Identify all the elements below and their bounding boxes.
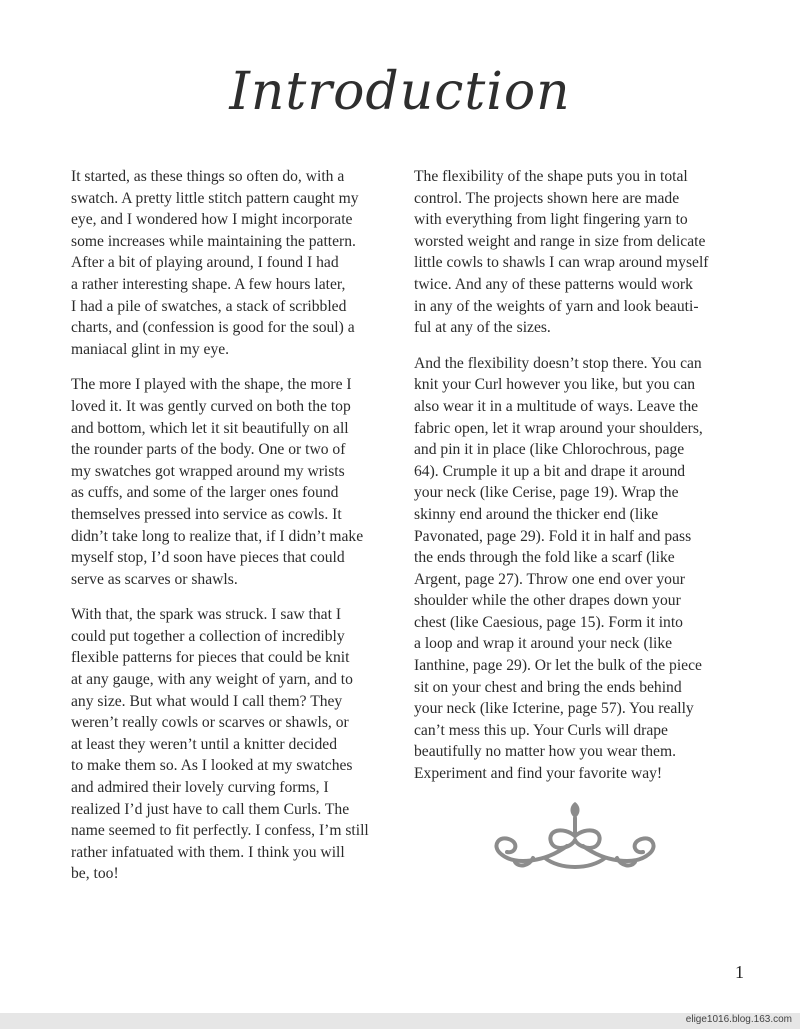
text-line: control. The projects shown here are made xyxy=(414,189,680,207)
text-line: and admired their lovely curving forms, I xyxy=(71,779,329,797)
text-line: and pin it in place (like Chlorochrous, page xyxy=(414,441,685,459)
text-line: eye, and I wondered how I might incorporate xyxy=(71,211,353,229)
text-line: realized I’d just have to call them Curls. The xyxy=(71,800,350,818)
text-line: skinny end around the thicker end (like xyxy=(414,505,659,523)
text-line: Ianthine, page 29). Or let the bulk of the piece xyxy=(414,657,702,675)
text-line: Experiment and find your favorite way! xyxy=(414,765,663,783)
footer-bar xyxy=(0,1013,800,1029)
text-line: my swatches got wrapped around my wrists xyxy=(71,462,345,480)
text-line: myself stop, I’d soon have pieces that could xyxy=(71,549,345,567)
text-line: maniacal glint in my eye. xyxy=(71,340,230,358)
text-line: swatch. A pretty little stitch pattern caught my xyxy=(71,189,359,207)
text-line: and bottom, which let it sit beautifully on all xyxy=(71,419,349,437)
text-line: be, too! xyxy=(71,865,119,883)
text-line: in any of the weights of yarn and look beauti- xyxy=(414,297,699,315)
left-column-paragraph xyxy=(71,374,401,590)
text-line: The flexibility of the shape puts you in total xyxy=(414,168,688,185)
left-column xyxy=(71,166,401,899)
text-line: can’t mess this up. Your Curls will drape xyxy=(414,721,668,739)
text-line: didn’t take long to realize that, if I didn’t make xyxy=(71,527,364,545)
text-line: beautifully no matter how you wear them. xyxy=(414,743,676,761)
text-line: rather infatuated with them. I think you will xyxy=(71,843,345,861)
flourish-ornament-icon xyxy=(485,796,665,876)
text-line: your neck (like Icterine, page 57). You really xyxy=(414,700,694,718)
text-line: 64). Crumple it up a bit and drape it around xyxy=(414,462,686,480)
text-line: a rather interesting shape. A few hours later, xyxy=(71,275,346,293)
text-line: fabric open, let it wrap around your shoulders, xyxy=(414,419,703,437)
watermark-text: elige1016.blog.163.com xyxy=(685,1014,792,1025)
text-line: flexible patterns for pieces that could be knit xyxy=(71,649,350,667)
page-number: 1 xyxy=(735,962,744,982)
text-line: at any gauge, with any weight of yarn, and to xyxy=(71,671,353,689)
text-line: With that, the spark was struck. I saw that I xyxy=(71,606,342,624)
text-line: also wear it in a multitude of ways. Leave the xyxy=(414,397,699,415)
text-line: the ends through the fold like a scarf (like xyxy=(414,549,675,567)
left-column-paragraph xyxy=(71,166,401,360)
text-line: shoulder while the other drapes down your xyxy=(414,592,681,610)
text-line: worsted weight and range in size from delicate xyxy=(414,232,706,250)
text-line: with everything from light fingering yarn to xyxy=(414,211,688,229)
text-line: as cuffs, and some of the larger ones found xyxy=(71,484,339,502)
text-line: a loop and wrap it around your neck (like xyxy=(414,635,673,653)
text-line: name seemed to fit perfectly. I confess, I’m still xyxy=(71,822,369,840)
text-line: to make them so. As I looked at my swatches xyxy=(71,757,353,775)
right-column xyxy=(414,166,744,799)
text-line: knit your Curl however you like, but you can xyxy=(414,376,696,394)
text-line: weren’t really cowls or scarves or shawls, or xyxy=(71,714,349,732)
left-column-paragraph xyxy=(71,604,401,885)
text-line: little cowls to shawls I can wrap around myself xyxy=(414,254,709,272)
text-line: Pavonated, page 29). Fold it in half and pass xyxy=(414,527,692,545)
text-line: sit on your chest and bring the ends behind xyxy=(414,678,682,696)
text-line: It started, as these things so often do, with a xyxy=(71,168,345,185)
text-line: Argent, page 27). Throw one end over your xyxy=(414,570,685,588)
text-line: could put together a collection of incredibly xyxy=(71,627,345,645)
text-line: And the flexibility doesn’t stop there. You can xyxy=(414,354,702,372)
text-line: your neck (like Cerise, page 19). Wrap the xyxy=(414,484,679,502)
text-line: I had a pile of swatches, a stack of scribbled xyxy=(71,297,347,315)
text-line: loved it. It was gently curved on both the top xyxy=(71,397,351,415)
text-line: serve as scarves or shawls. xyxy=(71,570,238,588)
right-column-paragraph xyxy=(414,166,744,339)
text-line: the rounder parts of the body. One or two of xyxy=(71,441,346,459)
text-line: charts, and (confession is good for the soul) a xyxy=(71,319,355,337)
text-line: some increases while maintaining the pattern. xyxy=(71,232,356,250)
text-line: any size. But what would I call them? They xyxy=(71,692,343,710)
right-column-paragraph xyxy=(414,353,744,785)
text-line: The more I played with the shape, the more I xyxy=(71,376,352,394)
text-line: twice. And any of these patterns would work xyxy=(414,275,693,293)
text-line: After a bit of playing around, I found I had xyxy=(71,254,339,272)
page-title: Introduction xyxy=(229,62,571,122)
text-line: ful at any of the sizes. xyxy=(414,319,551,337)
text-line: chest (like Caesious, page 15). Form it into xyxy=(414,613,683,631)
text-line: themselves pressed into service as cowls. It xyxy=(71,505,342,523)
text-line: at least they weren’t until a knitter decided xyxy=(71,735,338,753)
